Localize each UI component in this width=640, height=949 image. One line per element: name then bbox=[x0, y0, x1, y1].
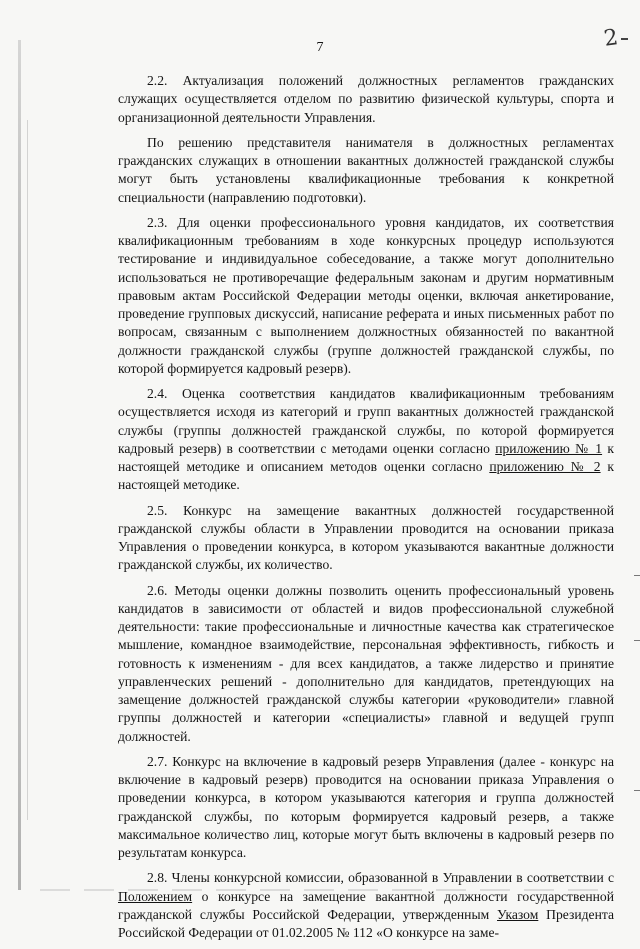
document-link[interactable]: Положением bbox=[118, 888, 193, 904]
paragraph-text: Президента Российской Федерации от 01.02.2005 № 112 «О конкурсе на заме- bbox=[118, 906, 614, 940]
document-link[interactable]: Указом bbox=[497, 906, 539, 922]
paragraph-text: 2.7. Конкурс на включение в кадровый резерв Управления (далее - конкурс на включение в кадровый резерв) проводится на основании приказа Управления о проведении конкурса, в котором указываются категория и группа должностей гражданской службы, по которым формируется кадровый резерв, а также максимальное количество лиц, которые могут быть включены в кадровый резерв по результатам конкурса. bbox=[118, 753, 614, 860]
paragraph-text: к настоящей методике и описанием методов оценки согласно bbox=[118, 440, 614, 474]
paragraph-p-2-8 bbox=[118, 869, 614, 942]
paragraph-text: к настоящей методике. bbox=[118, 459, 614, 493]
paragraph-p-2-2 bbox=[118, 72, 614, 127]
paragraph-text: 2.6. Методы оценки должны позволить оценить профессиональный уровень кандидатов в зависимости от областей и видов профессиональной служебной деятельности: такие профессиональные и личностные качества как стратегическое мышление, командное взаимодействие, персональная эффективность, гибкость и готовность к изменениям - для всех кандидатов, а также лидерство и принятие управленческих решений - дополнительно для кандидатов, претендующих на замещение должностей гражданской службы категории «руководители» главной группы должностей и категории «специалисты» главной и ведущей групп должностей. bbox=[118, 582, 614, 744]
paragraph-text: 2.5. Конкурс на замещение вакантных должностей государственной гражданской службы области в Управлении проводится на основании приказа Управления о проведении конкурса, в котором указываются вакантные должности гражданской службы, их количество. bbox=[118, 502, 614, 573]
document-link[interactable]: приложению № 1 bbox=[495, 440, 603, 456]
paragraph-text: 2.4. Оценка соответствия кандидатов квалификационным требованиям осуществляется исходя из категорий и групп вакантных должностей гражданской службы (группы должностей гражданской службы, по которой формируется кадровый резерв) в соответствии с методами оценки согласно bbox=[118, 386, 614, 456]
document-body bbox=[118, 72, 614, 949]
corner-mark-dash bbox=[621, 38, 628, 40]
paragraph-text: о конкурсе на замещение вакантной должности государственной гражданской службы Российской Федерации, утвержденным bbox=[118, 888, 614, 922]
paragraph-text: 2.8. Члены конкурсной комиссии, образованной в Управлении в соответствии с bbox=[147, 870, 614, 886]
margin-tick bbox=[634, 790, 640, 791]
margin-tick bbox=[634, 575, 640, 576]
scan-footer-noise bbox=[40, 889, 600, 891]
margin-tick bbox=[634, 640, 640, 641]
paragraph-text: 2.2. Актуализация положений должностных регламентов гражданских служащих осуществляется отделом по развитию физической культуры, спорта и организационной деятельности Управления. bbox=[118, 73, 614, 125]
paragraph-p-2-4 bbox=[118, 385, 614, 495]
paragraph-text: По решению представителя нанимателя в должностных регламентах гражданских служащих в отношении вакантных должностей гражданской службы могут быть установлены квалификационные требования к конкретной специальности (направлению подготовки). bbox=[118, 134, 614, 205]
document-link[interactable]: приложению № 2 bbox=[489, 459, 601, 474]
paragraph-p-2-7 bbox=[118, 753, 614, 863]
paragraph-p-2-6 bbox=[118, 582, 614, 746]
page-number: 7 bbox=[316, 40, 324, 55]
paragraph-p-2-3 bbox=[118, 214, 614, 378]
paragraph-p-2-5 bbox=[118, 502, 614, 575]
paragraph-p-decision bbox=[118, 134, 614, 207]
scan-binding-line bbox=[27, 120, 28, 820]
paragraph-text: 2.3. Для оценки профессионального уровня кандидатов, их соответствия квалификационным требованиям в ходе конкурсных процедур используются тестирование и индивидуальное собеседование, а также могут дополнительно использоваться не противоречащие федеральным законам и другим нормативным правовым актам Российской Федерации методы оценки, включая анкетирование, проведение групповых дискуссий, написание реферата и иных письменных работ по вопросам, связанным с выполнением должностных обязанностей по вакантной должности гражданской службы (группе должностей гражданской службы, по которой формируется кадровый резерв). bbox=[118, 214, 614, 376]
handwritten-corner-mark: 2 bbox=[602, 25, 620, 52]
scan-binding-edge bbox=[18, 40, 21, 890]
